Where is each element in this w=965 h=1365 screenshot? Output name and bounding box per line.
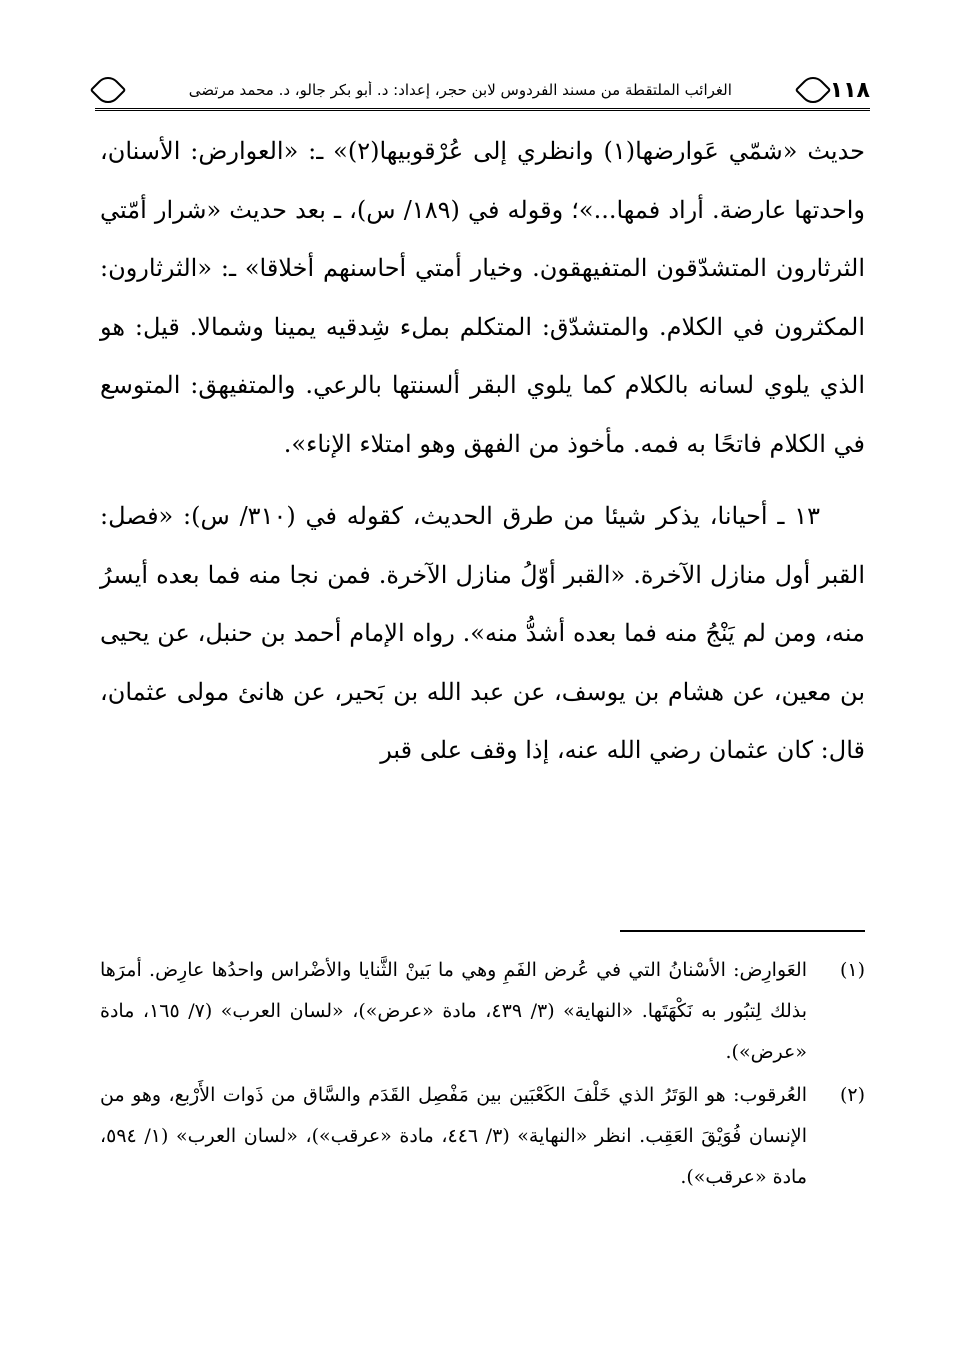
footnote-divider <box>620 930 865 932</box>
running-header <box>95 70 870 110</box>
footnote-number: (١) <box>839 959 865 981</box>
footnote-text: العُرقوب: هو الوَتَرُ الذي خَلْفَ الكَعْبَين بين مَفْصِل القَدَم والسَّاق من ذَوات الأَرْبع، وهو من الإنسان فُوَيْقَ العَقِب. انظر «النهاية» (٣/ ٤٤٦، مادة «عرقب»)، «لسان العرب» (١/ ٥٩٤، مادة «عرقب»). <box>100 1084 807 1188</box>
running-title: الغرائب الملتقطة من مسند الفردوس لابن حجر، إعداد: د. أبو بكر جالو، د. محمد مرتضى <box>188 81 732 99</box>
footnotes <box>100 950 865 1200</box>
footnote <box>100 950 865 1073</box>
main-text <box>100 122 865 780</box>
paragraph: حديث «شمّي عَوارضها(١) وانظري إلى عُرْقوبيها(٢)» ـ: «العوارض: الأسنان، واحدتها عارضة. أراد فمها...»؛ وقوله في (١٨٩/ س)، ـ بعد حديث «شرار أمّتي الثرثارون المتشدّقون المتفيهقون. وخيار أمتي أحاسنهم أخلاقا» ـ: «الثرثارون: المكثرون في الكلام. والمتشدّق: المتكلم بملء شِدقيه يمينا وشمالا. قيل: هو الذي يلوي لسانه بالكلام كما يلوي البقر ألسنتها بالرعي. والمتفيهق: المتوسع في الكلام فاتحًا به فمه. مأخوذ من الفهق وهو امتلاء الإناء». <box>100 137 866 458</box>
header-divider <box>95 108 870 111</box>
ornament-icon <box>794 72 831 109</box>
footnote-text: العَوارِض: الأسْنانُ التي في عُرض الفَمِ وهي ما بَينْ الثَّنايا والأضْراس واحدُها عارِض. أمرَها بذلك لِتبُور به نَكْهَتَها. «النهاية» (٣/ ٤٣٩، مادة «عرض»)، «لسان العرب» (٧/ ١٦٥، مادة «عرض»). <box>100 959 808 1063</box>
page-number-block <box>800 77 870 103</box>
footnote <box>100 1075 865 1198</box>
page-number: ١١٨ <box>829 77 870 103</box>
footnote-number: (٢) <box>839 1084 865 1106</box>
ornament-icon <box>90 72 127 109</box>
paragraph: ١٣ ـ أحيانا، يذكر شيئا من طرق الحديث، كقوله في (٣١٠/ س): «فصل: القبر أول منازل الآخرة. «القبر أوّلُ منازل الآخرة. فمن نجا منه فما بعده أيسرُ منه، ومن لم يَنْجُ منه فما بعده أشدُّ منه». رواه الإمام أحمد بن حنبل، عن يحيى بن معين، عن هشام بن يوسف، عن عبد الله بن بَحير، عن هانئ مولى عثمان، قال: كان عثمان رضي الله عنه، إذا وقف على قبر <box>100 502 866 764</box>
